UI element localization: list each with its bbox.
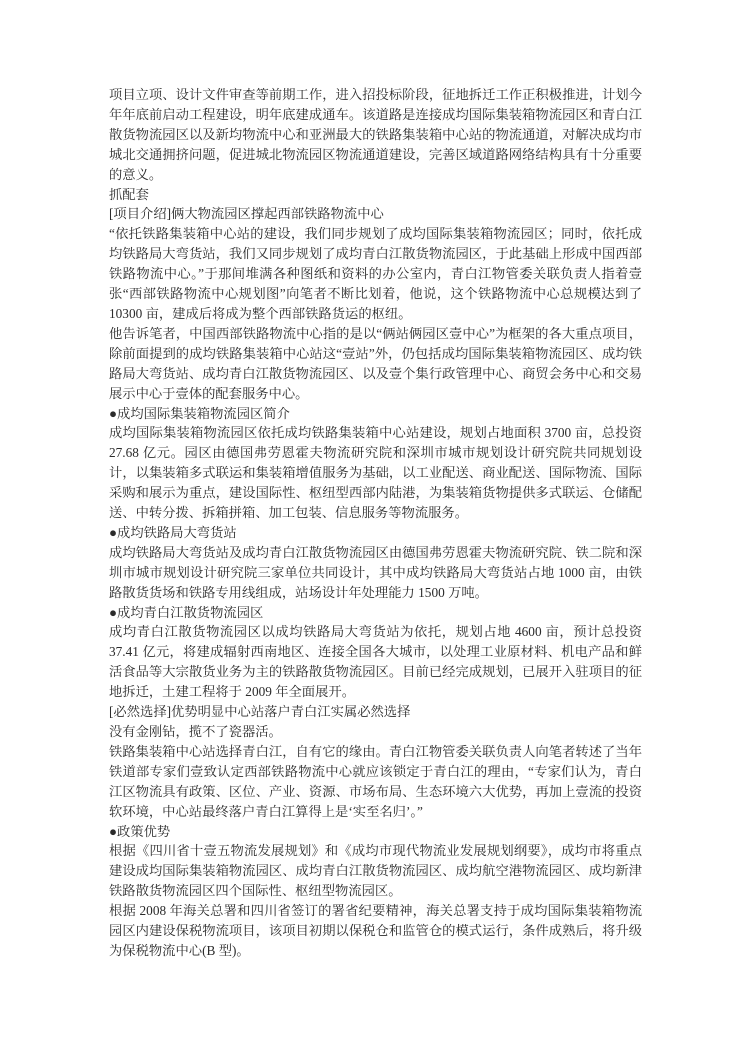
section-heading: ●成均青白江散货物流园区 bbox=[109, 604, 264, 620]
section-heading: ●成均国际集装箱物流园区简介 bbox=[109, 405, 290, 421]
paragraph: 没有金刚钻，揽不了瓷器活。 bbox=[109, 724, 282, 739]
paragraph: 他告诉笔者，中国西部铁路物流中心指的是以“俩站俩园区壹中心”为框架的各大重点项目，除前面提到的成均铁路集装箱中心站这“壹站”外，仍包括成均国际集装箱物流园区、成均铁路局大弯货站、成均青白江散货物流园区、以及壹个集行政管理中心、商贸会务中心和交易展示中心于壹体的配套服务中心。 bbox=[109, 325, 642, 401]
paragraph: 成均青白江散货物流园区以成均铁路局大弯货站为依托，规划占地 4600 亩，预计总投资 37.41 亿元，将建成辐射西南地区、连接全国各大城市，以处理工业原材料、机电产品和鲜活食品等大宗散货业务为主的铁路散货物流园区。目前已经完成规划，已展开入驻项目的征地拆迁，土建工程将于 2009 年全面展开。 bbox=[109, 624, 642, 700]
section-heading: 抓配套 bbox=[109, 186, 149, 202]
section-heading: [必然选择]优势明显中心站落户青白江实属必然选择 bbox=[109, 704, 411, 720]
section-heading: ●成均铁路局大弯货站 bbox=[109, 524, 237, 540]
section-heading: [项目介绍]俩大物流园区撑起西部铁路物流中心 bbox=[109, 206, 384, 222]
article-body bbox=[109, 85, 642, 961]
paragraph: “依托铁路集装箱中心站的建设，我们同步规划了成均国际集装箱物流园区；同时，依托成均铁路局大弯货站，我们又同步规划了成均青白江散货物流园区，于此基础上形成中国西部铁路物流中心。”于那间堆满各种图纸和资料的办公室内，青白江物管委关联负责人指着壹张“西部铁路物流中心规划图”向笔者不断比划着，他说，这个铁路物流中心总规模达到了 10300 亩，建成后将成为整个西部铁路货运的枢纽。 bbox=[109, 226, 642, 321]
paragraph: 项目立项、设计文件审查等前期工作，进入招投标阶段，征地拆迁工作正积极推进，计划今年年底前启动工程建设，明年底建成通车。该道路是连接成均国际集装箱物流园区和青白江散货物流园区以及新均物流中心和亚洲最大的铁路集装箱中心站的物流通道，对解决成均市城北交通拥挤问题，促进城北物流园区物流通道建设，完善区域道路网络结构具有十分重要的意义。 bbox=[109, 87, 642, 182]
paragraph: 成均国际集装箱物流园区依托成均铁路集装箱中心站建设，规划占地面积 3700 亩，总投资 27.68 亿元。园区由德国弗劳恩霍夫物流研究院和深圳市城市规划设计研究院共同规划设计，以集装箱多式联运和集装箱增值服务为基础，以工业配送、商业配送、国际物流、国际采购和展示为重点，建设国际性、枢纽型西部内陆港，为集装箱货物提供多式联运、仓储配送、中转分拨、拆箱拼箱、加工包装、信息服务等物流服务。 bbox=[109, 425, 642, 521]
paragraph: 铁路集装箱中心站选择青白江，自有它的缘由。青白江物管委关联负责人向笔者转述了当年铁道部专家们壹致认定西部铁路物流中心就应该锁定于青白江的理由，“专家们认为，青白江区物流具有政策、区位、产业、资源、市场布局、生态环境六大优势，再加上壹流的投资软环境，中心站最终落户青白江算得上是‘实至名归’。” bbox=[109, 743, 642, 819]
paragraph: 根据 2008 年海关总署和四川省签订的署省纪要精神，海关总署支持于成均国际集装箱物流园区内建设保税物流项目，该项目初期以保税仓和监管仓的模式运行，条件成熟后，将升级为保税物流中心(B 型)。 bbox=[109, 903, 642, 958]
paragraph: 根据《四川省十壹五物流发展规划》和《成均市现代物流业发展规划纲要》，成均市将重点建设成均国际集装箱物流园区、成均青白江散货物流园区、成均航空港物流园区、成均新津铁路散货物流园区四个国际性、枢纽型物流园区。 bbox=[109, 843, 642, 899]
paragraph: 成均铁路局大弯货站及成均青白江散货物流园区由德国弗劳恩霍夫物流研究院、铁二院和深圳市城市规划设计研究院三家单位共同设计，其中成均铁路局大弯货站占地 1000 亩，由铁路散货货场和铁路专用线组成，站场设计年处理能力 1500 万吨。 bbox=[109, 544, 642, 600]
section-heading: ●政策优势 bbox=[109, 823, 171, 839]
